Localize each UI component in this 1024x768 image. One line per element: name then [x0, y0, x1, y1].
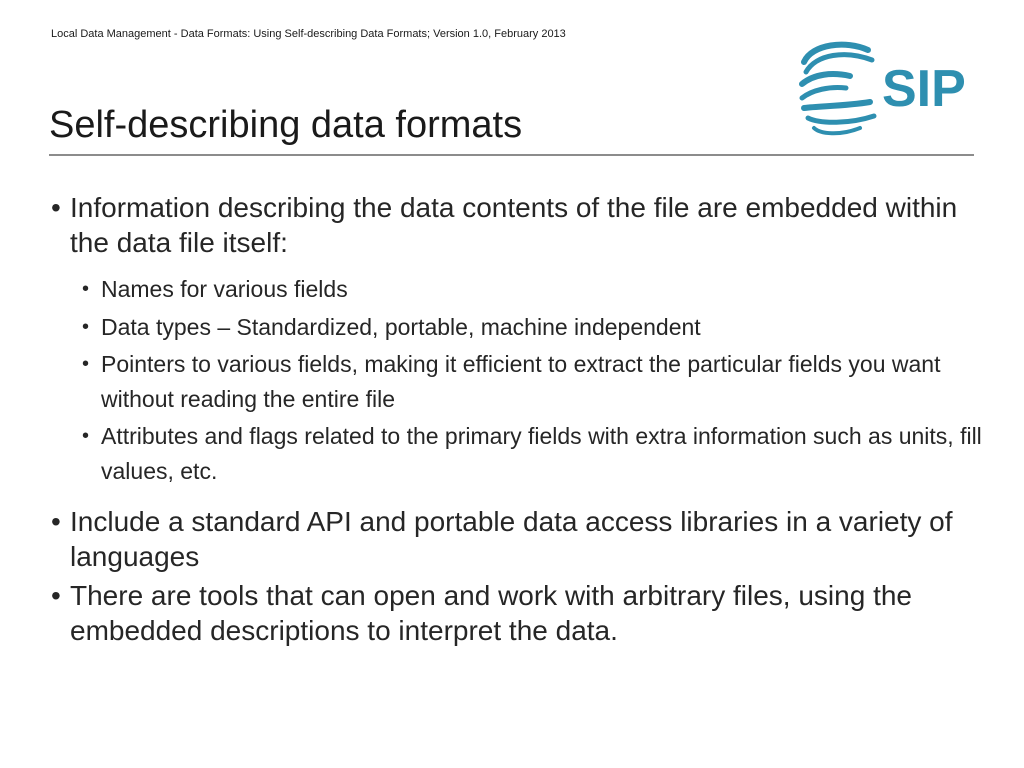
bullet-item: [49, 504, 984, 574]
bullet-text: Information describing the data contents of the file are embedded within the data file itself:: [70, 192, 958, 258]
bullet-icon: •: [82, 315, 90, 338]
bullet-item: [49, 190, 984, 260]
title-divider: [49, 154, 974, 156]
bullet-item: [49, 578, 984, 648]
sub-bullet-item: [49, 310, 984, 345]
bullet-icon: •: [82, 278, 90, 300]
bullet-icon: •: [82, 425, 90, 447]
bullet-icon: •: [51, 506, 61, 537]
sub-bullet-text: Pointers to various fields, making it efficient to extract the particular fields you want without reading the entire file: [101, 351, 941, 412]
slide-content: [49, 190, 984, 648]
sub-bullet-item: [49, 272, 984, 307]
bullet-icon: •: [51, 192, 61, 223]
sub-bullet-list: [49, 272, 984, 488]
logo-text: SIP: [882, 60, 966, 118]
sub-bullet-text: Data types – Standardized, portable, machine independent: [101, 313, 701, 340]
sub-bullet-text: Attributes and flags related to the primary fields with extra information such as units, fill values, etc.: [101, 423, 982, 484]
bullet-icon: •: [51, 580, 61, 611]
slide-title: Self-describing data formats: [49, 104, 523, 146]
bullet-icon: •: [82, 353, 90, 375]
presentation-header: Local Data Management - Data Formats: Using Self-describing Data Formats; Version 1.0, February 2013: [51, 28, 566, 40]
sub-bullet-text: Names for various fields: [101, 276, 348, 302]
bullet-text: There are tools that can open and work with arbitrary files, using the embedded descriptions to interpret the data.: [70, 580, 912, 646]
sub-bullet-item: [49, 347, 984, 416]
sub-bullet-item: [49, 419, 984, 488]
esip-logo: [790, 32, 980, 142]
bullet-text: Include a standard API and portable data access libraries in a variety of languages: [70, 506, 953, 572]
